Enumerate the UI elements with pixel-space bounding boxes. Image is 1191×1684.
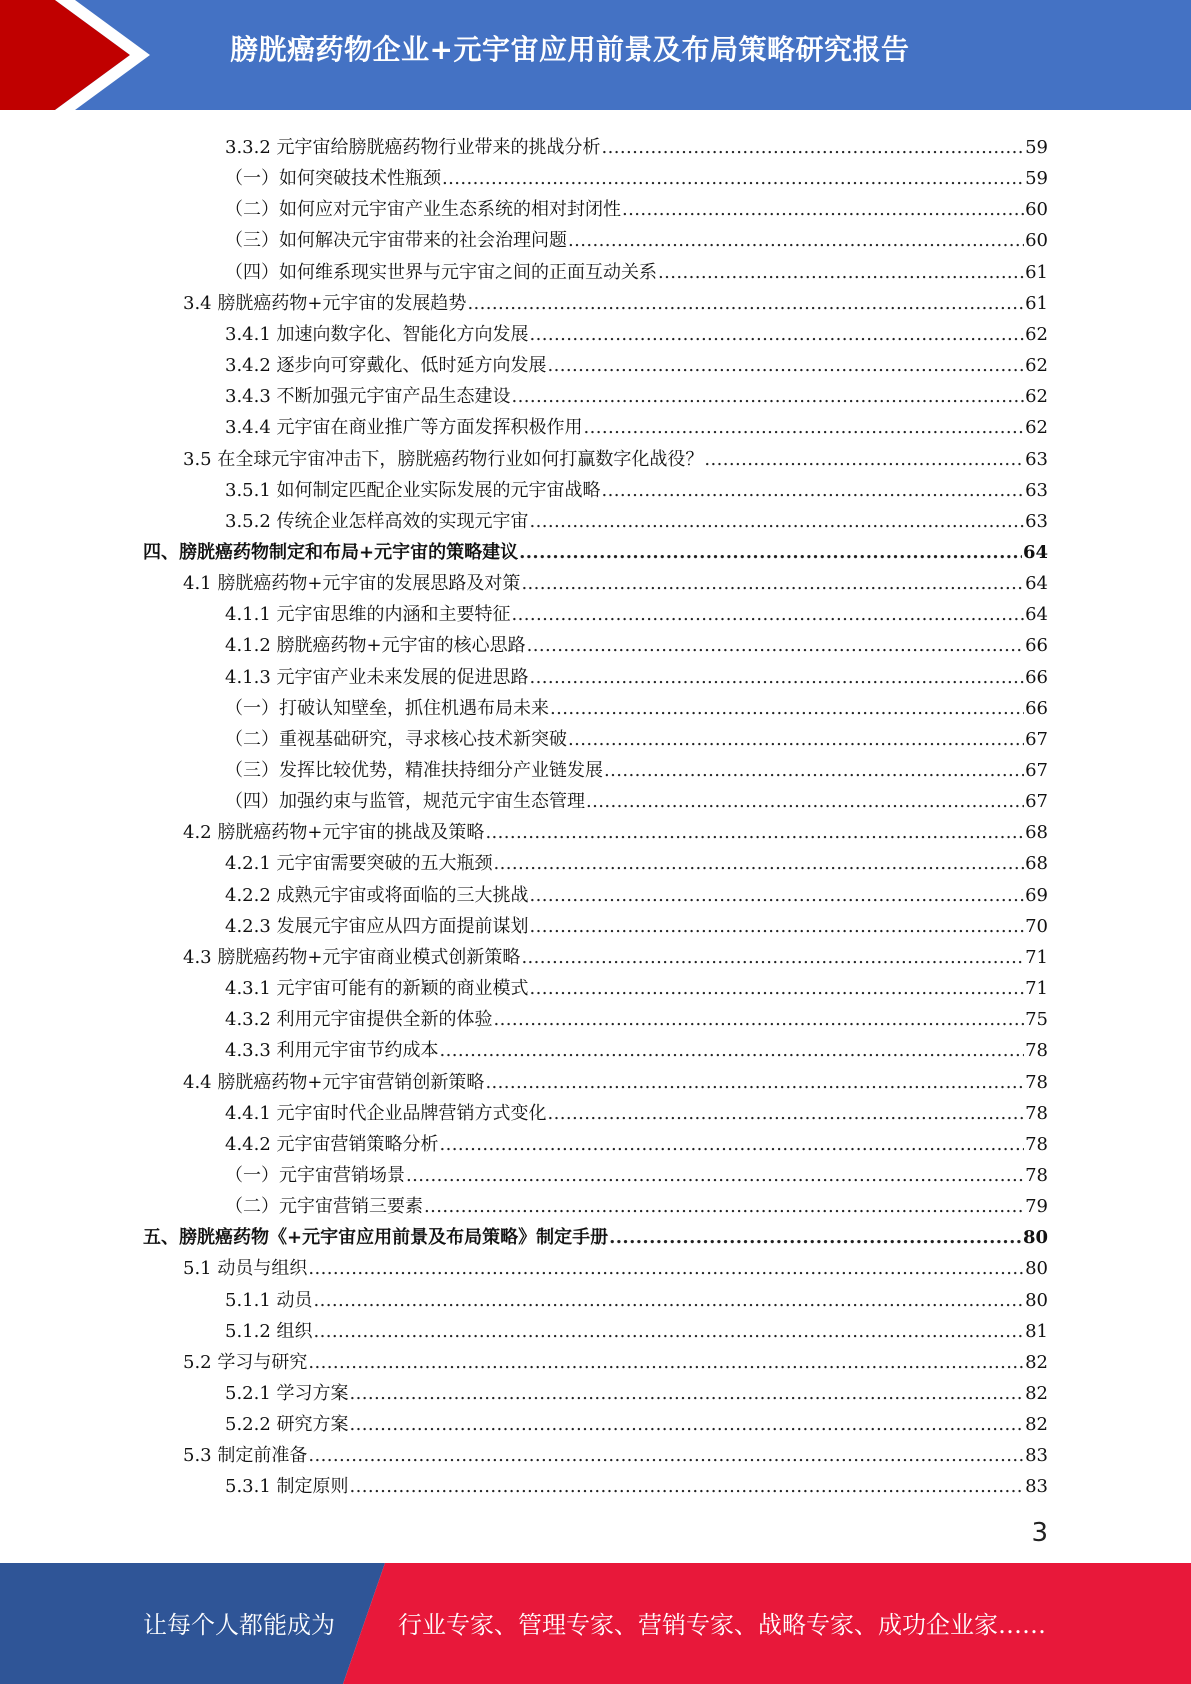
toc-dot-leader <box>527 634 1024 658</box>
toc-entry[interactable] <box>225 908 1048 939</box>
toc-dot-leader <box>622 198 1024 222</box>
toc-entry-page: 66 <box>1025 635 1048 657</box>
toc-dot-leader <box>658 261 1024 285</box>
toc-entry-page: 81 <box>1025 1320 1048 1342</box>
toc-entry[interactable] <box>225 1406 1048 1437</box>
toc-entry[interactable] <box>225 1188 1048 1219</box>
toc-entry-page: 63 <box>1025 510 1048 532</box>
toc-entry[interactable] <box>225 690 1048 721</box>
toc-entry-page: 67 <box>1025 728 1048 750</box>
toc-entry-page: 63 <box>1025 448 1048 470</box>
toc-entry[interactable] <box>225 160 1048 191</box>
toc-dot-leader <box>530 666 1025 690</box>
toc-dot-leader <box>521 572 1024 596</box>
toc-entry[interactable] <box>225 1375 1048 1406</box>
toc-entry-label: （四）加强约束与监管，规范元宇宙生态管理 <box>225 791 585 813</box>
toc-entry[interactable] <box>225 1001 1048 1032</box>
toc-dot-leader <box>494 1008 1025 1032</box>
toc-dot-leader <box>424 1195 1024 1219</box>
toc-entry-label: （三）如何解决元宇宙带来的社会治理问题 <box>225 230 567 252</box>
toc-entry-label: 3.5.1 如何制定匹配企业实际发展的元宇宙战略 <box>225 479 601 501</box>
toc-entry-label: 5.1.2 组织 <box>225 1320 313 1342</box>
footer-slogan-right: 行业专家、管理专家、营销专家、战略专家、成功企业家…… <box>398 1611 1046 1639</box>
toc-dot-leader <box>521 946 1024 970</box>
toc-dot-leader <box>548 354 1025 378</box>
toc-entry-label: （一）打破认知壁垒，抓住机遇布局未来 <box>225 697 549 719</box>
toc-entry-label: （二）元宇宙营销三要素 <box>225 1196 423 1218</box>
toc-entry-label: 四、膀胱癌药物制定和布局+元宇宙的策略建议 <box>143 541 519 563</box>
toc-entry[interactable] <box>183 1437 1048 1468</box>
toc-dot-leader <box>530 977 1025 1001</box>
toc-entry[interactable] <box>143 1219 1048 1250</box>
toc-dot-leader <box>485 821 1024 845</box>
toc-entry-label: 5.3.1 制定原则 <box>225 1476 349 1498</box>
toc-dot-leader <box>440 1039 1025 1063</box>
toc-entry[interactable] <box>225 1157 1048 1188</box>
toc-entry[interactable] <box>225 752 1048 783</box>
toc-entry[interactable] <box>225 378 1048 409</box>
toc-dot-leader <box>568 728 1024 752</box>
toc-entry[interactable] <box>225 347 1048 378</box>
toc-dot-leader <box>530 510 1025 534</box>
page-header <box>0 0 1191 110</box>
toc-entry[interactable] <box>225 627 1048 658</box>
toc-entry-label: 5.1.1 动员 <box>225 1289 313 1311</box>
toc-dot-leader <box>530 884 1025 908</box>
toc-dot-leader <box>530 915 1025 939</box>
toc-dot-leader <box>440 1133 1025 1157</box>
toc-entry-label: 3.4 膀胱癌药物+元宇宙的发展趋势 <box>183 292 467 314</box>
toc-entry-label: 4.2.3 发展元宇宙应从四方面提前谋划 <box>225 915 529 937</box>
toc-entry[interactable] <box>225 1032 1048 1063</box>
toc-entry[interactable] <box>183 441 1048 472</box>
toc-dot-leader <box>609 1226 1022 1250</box>
toc-dot-leader <box>602 136 1025 160</box>
toc-dot-leader <box>548 1102 1025 1126</box>
toc-dot-leader <box>350 1413 1025 1437</box>
toc-entry-label: 4.4 膀胱癌药物+元宇宙营销创新策略 <box>183 1071 485 1093</box>
toc-entry-page: 66 <box>1025 697 1048 719</box>
toc-entry-page: 75 <box>1025 1009 1048 1031</box>
toc-entry-page: 67 <box>1025 791 1048 813</box>
toc-entry[interactable] <box>225 409 1048 440</box>
toc-entry-page: 78 <box>1025 1040 1048 1062</box>
toc-entry[interactable] <box>225 222 1048 253</box>
toc-entry-label: 5.2 学习与研究 <box>183 1351 308 1373</box>
toc-entry-page: 61 <box>1025 261 1048 283</box>
toc-entry-page: 83 <box>1025 1445 1048 1467</box>
toc-entry-page: 82 <box>1025 1414 1048 1436</box>
toc-entry[interactable] <box>225 472 1048 503</box>
toc-dot-leader <box>350 1382 1025 1406</box>
toc-entry-page: 80 <box>1025 1289 1048 1311</box>
toc-entry-page: 62 <box>1025 417 1048 439</box>
toc-entry[interactable] <box>225 316 1048 347</box>
toc-dot-leader <box>308 1444 1024 1468</box>
toc-entry-label: 4.3.3 利用元宇宙节约成本 <box>225 1040 439 1062</box>
toc-entry[interactable] <box>225 1313 1048 1344</box>
toc-entry-label: 4.1 膀胱癌药物+元宇宙的发展思路及对策 <box>183 573 521 595</box>
toc-entry[interactable] <box>225 877 1048 908</box>
toc-dot-leader <box>512 385 1025 409</box>
toc-entry-page: 64 <box>1025 573 1048 595</box>
toc-entry-page: 80 <box>1022 1227 1048 1249</box>
toc-entry[interactable] <box>183 1250 1048 1281</box>
toc-entry-label: 5.2.1 学习方案 <box>225 1383 349 1404</box>
toc-entry-label: 5.3 制定前准备 <box>183 1445 308 1467</box>
toc-entry[interactable] <box>225 1095 1048 1126</box>
toc-entry-page: 70 <box>1025 915 1048 937</box>
toc-entry-label: 五、膀胱癌药物《+元宇宙应用前景及布局策略》制定手册 <box>143 1227 609 1249</box>
toc-entry-page: 59 <box>1025 168 1048 190</box>
toc-entry-page: 59 <box>1025 137 1048 158</box>
toc-dot-leader <box>308 1351 1024 1375</box>
toc-entry-label: （二）如何应对元宇宙产业生态系统的相对封闭性 <box>225 199 621 221</box>
toc-dot-leader <box>314 1320 1025 1344</box>
toc-entry-page: 62 <box>1025 355 1048 377</box>
toc-entry-label: （二）重视基础研究，寻求核心技术新突破 <box>225 728 567 750</box>
toc-entry-page: 64 <box>1025 604 1048 626</box>
toc-entry-page: 69 <box>1025 884 1048 906</box>
toc-dot-leader <box>530 323 1025 347</box>
toc-entry[interactable] <box>225 1468 1048 1499</box>
toc-entry-page: 71 <box>1025 978 1048 1000</box>
toc-entry-page: 60 <box>1025 230 1048 252</box>
toc-entry-label: 3.3.2 元宇宙给膀胱癌药物行业带来的挑战分析 <box>225 137 601 158</box>
page-footer <box>0 1563 1191 1684</box>
toc-dot-leader <box>350 1475 1025 1499</box>
toc-entry[interactable] <box>183 1344 1048 1375</box>
toc-entry-label: 3.4.1 加速向数字化、智能化方向发展 <box>225 323 529 345</box>
toc-entry[interactable] <box>225 659 1048 690</box>
toc-dot-leader <box>704 448 1024 472</box>
toc-dot-leader <box>584 416 1025 440</box>
toc-entry-label: 3.4.3 不断加强元宇宙产品生态建设 <box>225 386 511 408</box>
toc-dot-leader <box>308 1257 1024 1281</box>
toc-entry-page: 62 <box>1025 386 1048 408</box>
toc-entry[interactable] <box>225 254 1048 285</box>
toc-entry-page: 68 <box>1025 853 1048 875</box>
toc-dot-leader <box>602 479 1025 503</box>
toc-entry-label: 5.2.2 研究方案 <box>225 1414 349 1436</box>
toc-entry[interactable] <box>183 565 1048 596</box>
toc-entry[interactable] <box>225 721 1048 752</box>
toc-entry[interactable] <box>143 534 1048 565</box>
toc-entry[interactable] <box>225 191 1048 222</box>
toc-dot-leader <box>586 790 1024 814</box>
toc-entry-page: 62 <box>1025 323 1048 345</box>
toc-entry[interactable] <box>225 129 1048 160</box>
toc-entry-label: 4.1.3 元宇宙产业未来发展的促进思路 <box>225 666 529 688</box>
toc-entry[interactable] <box>225 783 1048 814</box>
toc-entry-label: （四）如何维系现实世界与元宇宙之间的正面互动关系 <box>225 261 657 283</box>
toc-entry-label: （一）元宇宙营销场景 <box>225 1164 405 1186</box>
toc-entry[interactable] <box>183 814 1048 845</box>
toc-entry[interactable] <box>183 1064 1048 1095</box>
toc-dot-leader <box>406 1164 1024 1188</box>
header-arrow-decoration <box>0 0 170 110</box>
toc-entry-page: 64 <box>1022 541 1048 563</box>
toc-entry-page: 61 <box>1025 292 1048 314</box>
toc-entry-label: 4.4.1 元宇宙时代企业品牌营销方式变化 <box>225 1102 547 1124</box>
toc-entry-label: 4.2.1 元宇宙需要突破的五大瓶颈 <box>225 853 493 875</box>
toc-entry-label: 3.5.2 传统企业怎样高效的实现元宇宙 <box>225 510 529 532</box>
toc-dot-leader <box>442 167 1024 191</box>
toc-entry-page: 82 <box>1025 1351 1048 1373</box>
toc-entry-label: 5.1 动员与组织 <box>183 1258 308 1280</box>
toc-dot-leader <box>604 759 1024 783</box>
toc-entry-page: 78 <box>1025 1102 1048 1124</box>
toc-entry-page: 66 <box>1025 666 1048 688</box>
toc-entry[interactable] <box>183 939 1048 970</box>
toc-entry-page: 67 <box>1025 760 1048 781</box>
toc-entry-label: 4.3.2 利用元宇宙提供全新的体验 <box>225 1009 493 1031</box>
toc-entry[interactable] <box>225 1126 1048 1157</box>
toc-entry[interactable] <box>225 1282 1048 1313</box>
toc-entry-page: 83 <box>1025 1476 1048 1498</box>
toc-dot-leader <box>568 229 1024 253</box>
toc-entry-page: 79 <box>1025 1196 1048 1218</box>
toc-dot-leader <box>519 541 1022 565</box>
toc-entry-label: 4.3.1 元宇宙可能有的新颖的商业模式 <box>225 978 529 1000</box>
report-title: 膀胱癌药物企业+元宇宙应用前景及布局策略研究报告 <box>230 33 910 66</box>
toc-entry[interactable] <box>225 970 1048 1001</box>
toc-entry-label: （三）发挥比较优势，精准扶持细分产业链发展 <box>225 760 603 781</box>
toc-entry-label: 4.3 膀胱癌药物+元宇宙商业模式创新策略 <box>183 946 521 968</box>
toc-entry-page: 82 <box>1025 1383 1048 1404</box>
toc-entry-label: 3.4.2 逐步向可穿戴化、低时延方向发展 <box>225 355 547 377</box>
toc-entry[interactable] <box>225 503 1048 534</box>
toc-entry-page: 60 <box>1025 199 1048 221</box>
page-number: 3 <box>1031 1518 1048 1548</box>
toc-entry-page: 78 <box>1025 1071 1048 1093</box>
toc-dot-leader <box>512 603 1025 627</box>
toc-entry-page: 78 <box>1025 1164 1048 1186</box>
toc-entry-page: 68 <box>1025 822 1048 844</box>
toc-dot-leader <box>314 1289 1025 1313</box>
toc-entry-label: 3.5 在全球元宇宙冲击下，膀胱癌药物行业如何打赢数字化战役？ <box>183 448 704 470</box>
toc-entry-label: （一）如何突破技术性瓶颈 <box>225 168 441 190</box>
toc-entry-label: 4.4.2 元宇宙营销策略分析 <box>225 1133 439 1155</box>
toc-entry-page: 80 <box>1025 1258 1048 1280</box>
toc-entry[interactable] <box>225 845 1048 876</box>
toc-entry-label: 4.2 膀胱癌药物+元宇宙的挑战及策略 <box>183 822 485 844</box>
toc-entry-page: 78 <box>1025 1133 1048 1155</box>
toc-entry-label: 4.1.1 元宇宙思维的内涵和主要特征 <box>225 604 511 626</box>
toc-entry-label: 3.4.4 元宇宙在商业推广等方面发挥积极作用 <box>225 417 583 439</box>
toc-entry[interactable] <box>225 596 1048 627</box>
toc-entry-page: 71 <box>1025 946 1048 968</box>
toc-dot-leader <box>485 1071 1024 1095</box>
toc-entry-label: 4.1.2 膀胱癌药物+元宇宙的核心思路 <box>225 635 526 657</box>
toc-entry-label: 4.2.2 成熟元宇宙或将面临的三大挑战 <box>225 884 529 906</box>
toc-dot-leader <box>550 697 1024 721</box>
footer-slogan-left: 让每个人都能成为 <box>143 1611 335 1639</box>
toc-dot-leader <box>494 852 1025 876</box>
toc-entry-page: 63 <box>1025 479 1048 501</box>
toc-entry[interactable] <box>183 285 1048 316</box>
toc-dot-leader <box>467 292 1024 316</box>
